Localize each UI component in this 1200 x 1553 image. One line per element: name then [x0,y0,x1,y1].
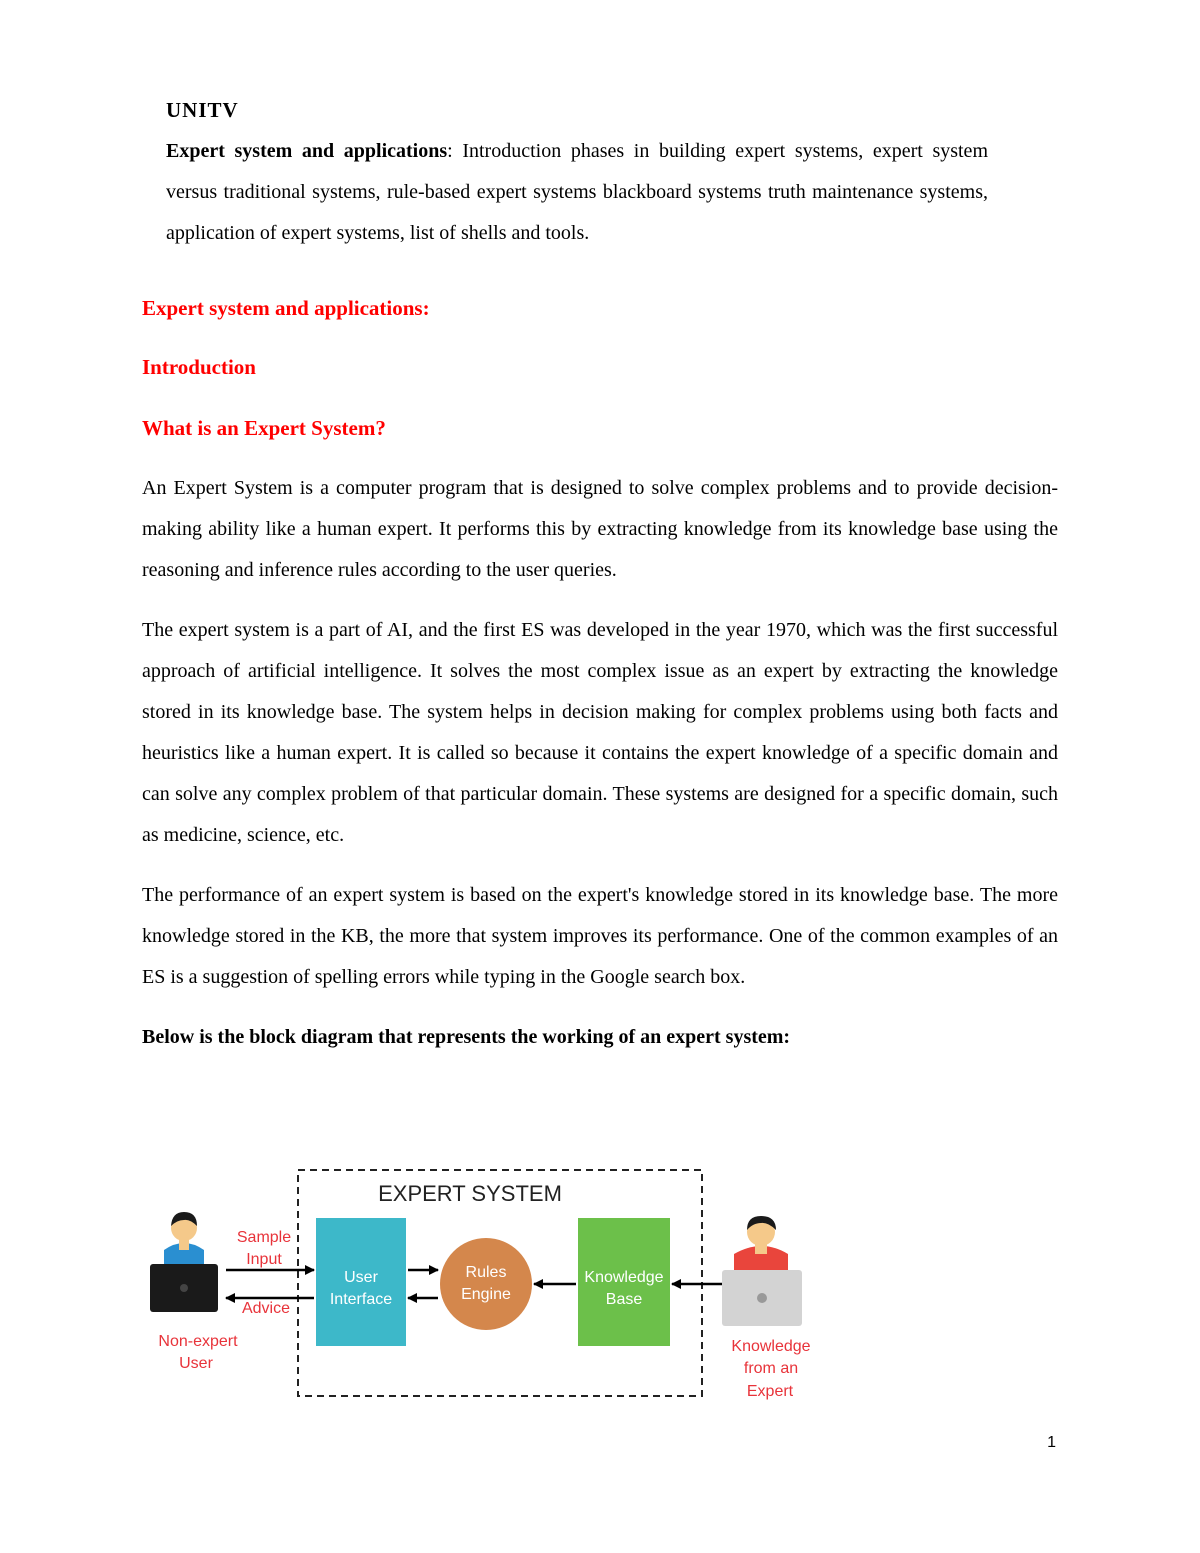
knowledge-from-expert-label-2: from an [743,1360,799,1377]
syllabus-text: : Introduction phases in building expert systems, expert system versus traditional systems, rule-based expert systems blackboard systems truth maintenance systems, application of expert systems, list of shells and tools. [166,140,988,244]
syllabus [166,131,988,254]
question-heading: What is an Expert System? [142,416,386,440]
non-expert-user-icon [150,1212,218,1312]
expert-system-diagram [140,1160,840,1410]
diagram-caption: Below is the block diagram that represents the working of an expert system: [142,1026,791,1048]
knowledge-base-label-2: Base [605,1291,643,1308]
intro-heading: Introduction [142,355,256,379]
user-interface-label-1: User [344,1269,378,1286]
unit-header [166,90,988,254]
rules-engine-label-2: Engine [461,1286,511,1303]
knowledge-from-expert-label-1: Knowledge [731,1338,811,1355]
sample-input-label-1: Sample [236,1229,292,1246]
non-expert-user-label-2: User [179,1355,213,1372]
main-content [142,288,1058,1058]
paragraph-3: The performance of an expert system is based on the expert's knowledge stored in its knowledge base. The more knowledge stored in the KB, the more that system improves its performance. One of the common examples of an ES is a suggestion of spelling errors while typing in the Google search box. [142,884,1058,988]
advice-label: Advice [241,1300,291,1317]
page-number: 1 [1047,1434,1056,1451]
expert-icon [722,1216,802,1326]
knowledge-base-label-1: Knowledge [584,1269,664,1286]
paragraph-1: An Expert System is a computer program that is designed to solve complex problems and to provide decision-making ability like a human expert. It performs this by extracting knowledge from its knowledge base using the reasoning and inference rules according to the user queries. [142,477,1058,581]
paragraph-2: The expert system is a part of AI, and the first ES was developed in the year 1970, which was the first successful approach of artificial intelligence. It solves the most complex issue as an expert by extracting the knowledge stored in its knowledge base. The system helps in decision making for complex problems using both facts and heuristics like a human expert. It is called so because it contains the expert knowledge of a specific domain and can solve any complex problem of that particular domain. These systems are designed for a specific domain, such as medicine, science, etc. [142,619,1058,846]
user-interface-label-2: Interface [329,1291,393,1308]
rules-engine-circle [440,1238,532,1330]
syllabus-topic: Expert system and applications [166,140,448,162]
diagram-title: EXPERT SYSTEM [378,1181,562,1206]
knowledge-from-expert-label-3: Expert [746,1383,794,1400]
sample-input-label-2: Input [246,1251,282,1268]
non-expert-user-label-1: Non-expert [158,1333,238,1350]
main-heading: Expert system and applications: [142,296,430,320]
unit-title: UNITV [166,98,239,122]
rules-engine-label-1: Rules [465,1264,507,1281]
